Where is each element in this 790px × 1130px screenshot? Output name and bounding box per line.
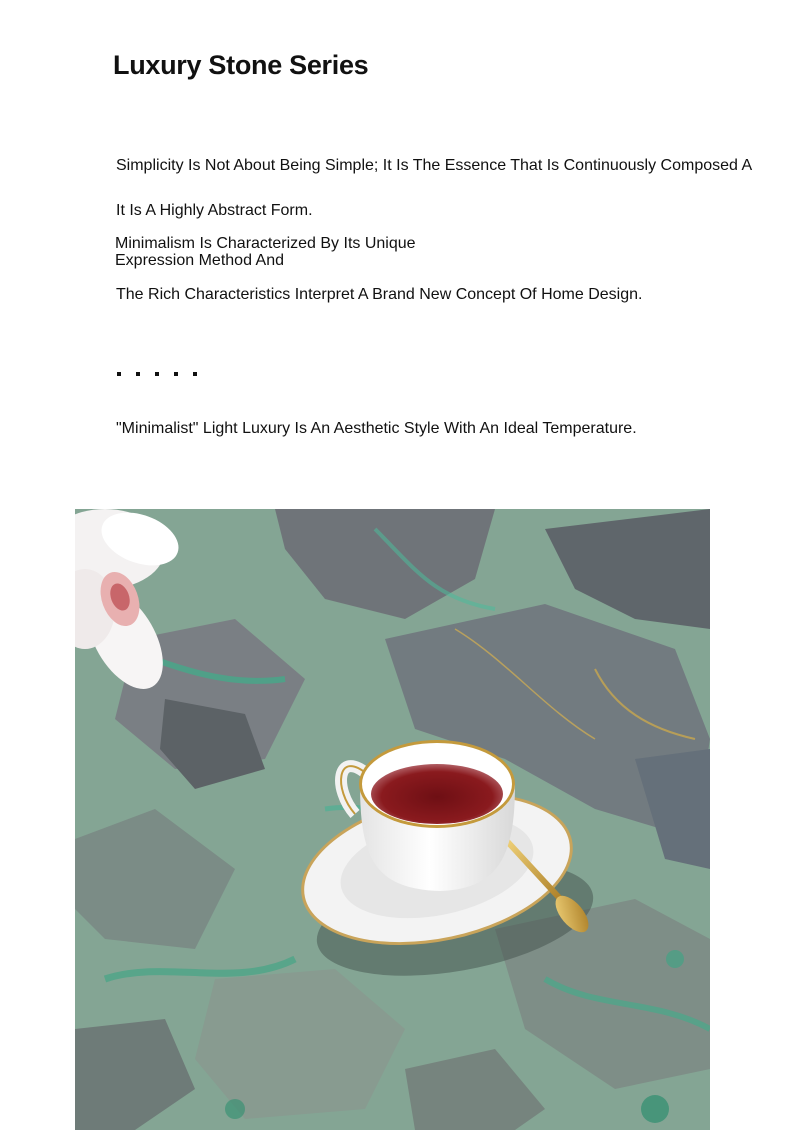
intro-text-line-3a: Minimalism Is Characterized By Its Unique <box>115 235 416 252</box>
marble-teacup-illustration <box>75 509 710 1130</box>
separator-dot <box>174 372 178 376</box>
separator-dot <box>117 372 121 376</box>
hero-image <box>75 509 710 1130</box>
tagline: "Minimalist" Light Luxury Is An Aesthetic Style With An Ideal Temperature. <box>116 420 637 437</box>
teacup <box>359 740 515 891</box>
intro-text-line-3 <box>115 235 416 269</box>
dot-separator <box>117 372 197 376</box>
intro-text-line-3b: Expression Method And <box>115 252 284 269</box>
intro-text-line-4: The Rich Characteristics Interpret A Brand New Concept Of Home Design. <box>116 286 643 303</box>
page-title: Luxury Stone Series <box>113 50 369 80</box>
separator-dot <box>193 372 197 376</box>
intro-text-line-1: Simplicity Is Not About Being Simple; It Is The Essence That Is Continuously Composed A <box>116 157 753 174</box>
separator-dot <box>136 372 140 376</box>
intro-text-line-2: It Is A Highly Abstract Form. <box>116 202 313 219</box>
separator-dot <box>155 372 159 376</box>
